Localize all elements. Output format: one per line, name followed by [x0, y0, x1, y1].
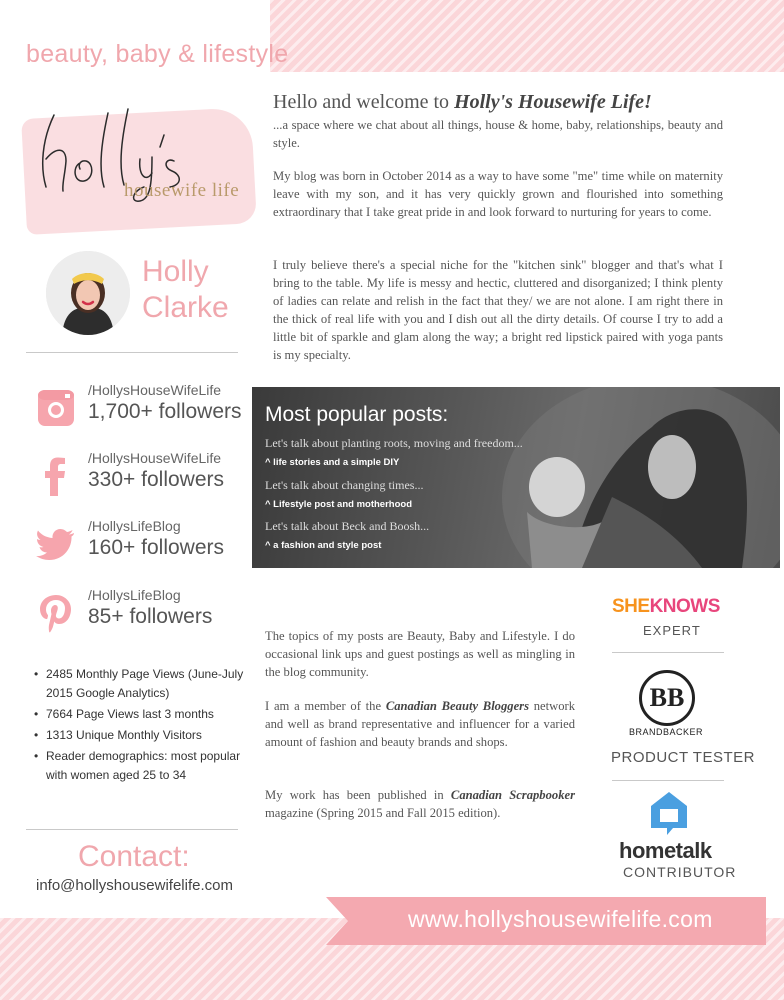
- popular-post-note: ^ a fashion and style post: [265, 540, 382, 551]
- blog-logo: [24, 95, 258, 235]
- instagram-icon: [36, 388, 76, 428]
- about-emphasis: Canadian Scrapbooker: [450, 788, 575, 802]
- facebook-icon: [36, 456, 76, 496]
- avatar-portrait-icon: [46, 251, 130, 335]
- tagline: beauty, baby & lifestyle: [26, 40, 289, 68]
- social-facebook[interactable]: [36, 450, 256, 508]
- welcome-blog-name: Holly's Housewife Life!: [454, 91, 652, 113]
- brandbacker-subtitle: PRODUCT TESTER: [611, 749, 755, 766]
- intro-paragraph-3: I truly believe there's a special niche for the "kitchen sink" blogger and that's what I bring to the table. My life is messy and hectic, cluttered and disorganized; I think plenty of ladies can relate and relish in the fact that they/ we are not alone. I am right there in the thick of real life with you and I dish out all the dirty details. Of course I try to add a little bit of sparkle and glam along the way; a bright red lipstick paired with yoga pants is my specialty.: [273, 258, 723, 362]
- welcome-prefix: Hello and welcome to: [273, 91, 455, 113]
- profile-last-name: Clarke: [142, 291, 229, 324]
- hometalk-house-icon: [649, 790, 689, 836]
- twitter-icon: [36, 524, 76, 564]
- social-handle: /HollysLifeBlog: [88, 518, 181, 534]
- divider: [26, 829, 238, 830]
- about-text: network and well as brand representative and influencer for a varied amount of fashion and beauty brands and shops.: [265, 699, 576, 749]
- divider: [26, 352, 238, 353]
- social-handle: /HollysHouseWifeLife: [88, 450, 222, 466]
- footer-url-link[interactable]: www.hollyshousewifelife.com: [408, 906, 713, 932]
- social-handle: /HollysLifeBlog: [88, 587, 181, 603]
- social-followers: 160+ followers: [88, 536, 224, 559]
- sheknows-subtitle: EXPERT: [643, 623, 701, 638]
- stats-list: [34, 665, 244, 787]
- list-item: • Reader demographics: most popular with women aged 25 to 34: [34, 747, 244, 785]
- profile-name: [142, 254, 229, 326]
- logo-subtitle: housewife life: [124, 180, 240, 201]
- about-emphasis: Canadian Beauty Bloggers: [385, 699, 529, 713]
- brandbacker-logo: BB: [639, 670, 695, 726]
- popular-post-note: ^ life stories and a simple DIY: [265, 457, 400, 468]
- divider: [612, 652, 724, 653]
- social-followers: 330+ followers: [88, 468, 224, 491]
- about-paragraph-2: [265, 697, 575, 751]
- social-instagram[interactable]: [36, 382, 256, 440]
- popular-post-note: ^ Lifestyle post and motherhood: [265, 499, 412, 510]
- divider: [612, 780, 724, 781]
- pinterest-icon: [36, 593, 76, 633]
- popular-post-link[interactable]: Let's talk about changing times...: [265, 478, 424, 492]
- social-followers: 85+ followers: [88, 605, 213, 628]
- popular-posts-title: Most popular posts:: [265, 403, 449, 426]
- about-text: I am a member of the: [265, 699, 386, 713]
- popular-post-link[interactable]: Let's talk about planting roots, moving and freedom...: [265, 436, 523, 450]
- sheknows-knows: KNOWS: [649, 596, 720, 617]
- contact-title: Contact:: [78, 840, 190, 873]
- welcome-heading: [273, 91, 652, 114]
- list-item: • 7664 Page Views last 3 months: [34, 705, 244, 724]
- about-text: My work has been published in: [265, 788, 451, 802]
- list-item: • 1313 Unique Monthly Visitors: [34, 726, 244, 745]
- avatar: [46, 251, 130, 335]
- social-twitter[interactable]: [36, 518, 256, 576]
- social-pinterest[interactable]: [36, 587, 256, 645]
- popular-post-link[interactable]: Let's talk about Beck and Boosh...: [265, 519, 430, 533]
- hometalk-subtitle: CONTRIBUTOR: [623, 864, 737, 880]
- top-stripe-band: [270, 0, 784, 72]
- list-item: • 2485 Monthly Page Views (June-July 2015 Google Analytics): [34, 665, 244, 703]
- about-paragraph-3: [265, 786, 575, 822]
- sheknows-she: SHE: [612, 596, 650, 617]
- about-text: magazine (Spring 2015 and Fall 2015 edition).: [265, 806, 501, 820]
- social-handle: /HollysHouseWifeLife: [88, 382, 222, 398]
- sheknows-logo: [612, 596, 720, 618]
- profile-first-name: Holly: [142, 255, 209, 288]
- hometalk-label: hometalk: [619, 838, 712, 863]
- intro-paragraph-2: My blog was born in October 2014 as a way to have some "me" time while on maternity leave with my son, and it has very quickly grown and flourished into something extraordinary that I take great pride in and look forward to nurturing for years to come.: [273, 169, 723, 219]
- intro-paragraph-1: ...a space where we chat about all things, house & home, baby, relationships, beauty and style.: [273, 118, 723, 150]
- social-followers: 1,700+ followers: [88, 400, 242, 423]
- brandbacker-label: BRANDBACKER: [629, 727, 704, 737]
- about-paragraph-1: The topics of my posts are Beauty, Baby and Lifestyle. I do occasional link ups and guest postings as well as mingling in the blog community.: [265, 629, 575, 679]
- contact-email-link[interactable]: info@hollyshousewifelife.com: [36, 877, 233, 894]
- popular-posts-panel: [252, 387, 780, 568]
